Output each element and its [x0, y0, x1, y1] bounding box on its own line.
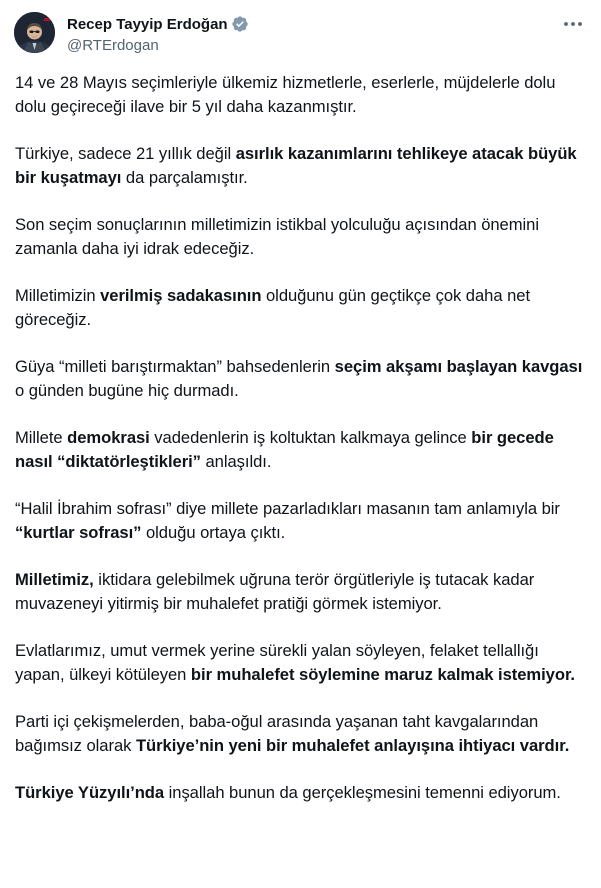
tweet-text-segment: vadedenlerin iş koltuktan kalkmaya gelince — [149, 428, 472, 447]
tweet-text-segment: Güya “milleti barıştırmaktan” bahsedenlerin — [15, 357, 335, 376]
author-info — [67, 14, 249, 54]
tweet-text-segment: da parçalamıştır. — [121, 168, 248, 187]
tweet-text-bold: Milletimiz, — [15, 570, 94, 589]
author-handle[interactable]: @RTErdogan — [67, 37, 159, 54]
tweet-text-bold: bir muhalefet söylemine maruz kalmak istemiyor. — [190, 665, 575, 684]
author-name-row — [67, 14, 249, 34]
tweet-text-segment: o günden bugüne hiç durmadı. — [15, 381, 239, 400]
tweet-text-segment: olduğunu gün geçtikçe çok daha net göreceğiz. — [15, 286, 531, 329]
tweet-paragraph — [15, 426, 583, 474]
tweet-text-segment: 14 ve 28 Mayıs seçimleriyle ülkemiz hizmetlerle, eserlerle, müjdelerle dolu dolu geçireceği ilave bir 5 yıl daha kazanmıştır. — [15, 73, 556, 116]
tweet-text-bold: Türkiye’nin yeni bir muhalefet anlayışına ihtiyacı vardır. — [135, 736, 570, 755]
more-options-button[interactable] — [560, 14, 586, 34]
author-display-name[interactable]: Recep Tayyip Erdoğan — [67, 15, 228, 33]
tweet-paragraph — [15, 497, 583, 545]
tweet-paragraph — [15, 710, 583, 758]
tweet-text-segment: Millete — [15, 428, 68, 447]
tweet-text-bold: asırlık kazanımlarını tehlikeye atacak büyük bir kuşatmayı — [15, 144, 577, 187]
tweet-text-bold: verilmiş sadakasının — [100, 286, 262, 305]
tweet-text-bold: bir gecede nasıl “diktatörleştikleri” — [15, 428, 554, 471]
tweet-header — [14, 12, 586, 58]
avatar[interactable] — [14, 12, 55, 53]
tweet-paragraph — [15, 213, 583, 261]
tweet-text-segment: anlaşıldı. — [200, 452, 272, 471]
tweet-text-bold: “kurtlar sofrası” — [15, 523, 142, 542]
tweet-text-segment: Evlatlarımız, umut vermek yerine sürekli yalan söyleyen, felaket tellallığı yapan, ülkeyi kötüleyen — [15, 641, 539, 684]
tweet-text-segment: Parti içi çekişmelerden, baba-oğul arasında yaşanan taht kavgalarından bağımsız olarak — [15, 712, 539, 755]
tweet-paragraph — [15, 781, 583, 805]
tweet-text-segment: Son seçim sonuçlarının milletimizin istikbal yolculuğu açısından önemini zamanla daha iyi idrak edeceğiz. — [15, 215, 539, 258]
verified-badge-icon[interactable] — [231, 15, 249, 33]
avatar-portrait-icon — [14, 12, 55, 53]
tweet-paragraph — [15, 284, 583, 332]
tweet-text-bold: seçim akşamı başlayan kavgası — [334, 357, 583, 376]
tweet-text-segment: inşallah bunun da gerçekleşmesini temenni ediyorum. — [164, 783, 561, 802]
tweet-text-segment: iktidara gelebilmek uğruna terör örgütleriyle iş tutacak kadar muvazeneyi yitirmiş bir muhalefet pratiği görmek istemiyor. — [15, 570, 535, 613]
tweet-text-segment: “Halil İbrahim sofrası” diye millete pazarladıkları masanın tam anlamıyla bir — [15, 499, 560, 518]
tweet-text-segment: Türkiye, sadece 21 yıllık değil — [15, 144, 236, 163]
tweet-paragraph — [15, 142, 583, 190]
tweet-paragraph — [15, 355, 583, 403]
tweet-paragraph — [15, 639, 583, 687]
tweet-text — [15, 71, 583, 828]
tweet-paragraph — [15, 71, 583, 119]
tweet-text-segment: Milletimizin — [15, 286, 101, 305]
tweet-text-bold: Türkiye Yüzyılı’nda — [15, 783, 165, 802]
tweet-text-bold: demokrasi — [67, 428, 150, 447]
more-options-icon — [563, 21, 583, 27]
tweet-paragraph — [15, 568, 583, 616]
tweet-text-segment: olduğu ortaya çıktı. — [141, 523, 286, 542]
